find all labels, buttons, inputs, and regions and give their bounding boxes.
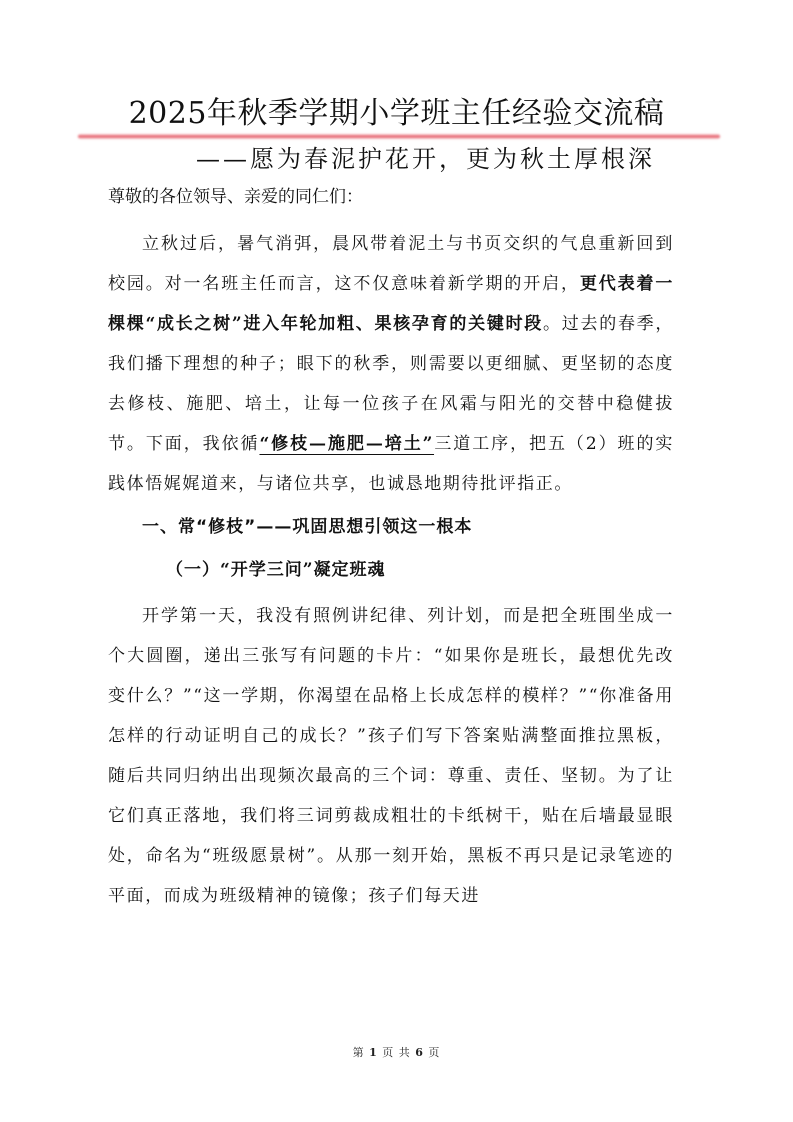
- paragraph-body: 开学第一天，我没有照例讲纪律、列计划，而是把全班围坐成一个大圆圈，递出三张写有问题的卡片：“如果你是班长，最想优先改变什么？”“这一学期，你渴望在品格上长成怎样的模样？”“你准备用怎样的行动证明自己的成长？”孩子们写下答案贴满整面推拉黑板，随后共同归纳出出现频次最高的三个词：尊重、责任、坚韧。为了让它们真正落地，我们将三词剪裁成粗壮的卡纸树干，贴在后墙最显眼处，命名为“班级愿景树”。从那一刻开始，黑板不再只是记录笔迹的平面，而成为班级精神的镜像；孩子们每天进: [108, 606, 674, 906]
- footer-prefix: 第: [352, 1046, 365, 1059]
- paragraph-intro-bold: 更代表着一棵棵“成长之树”进入年轮加粗、果核孕育的关键时段: [108, 274, 675, 334]
- paragraph-intro-text-2: 。过去的春季，我们播下理想的种子；眼下的秋季，则需要以更细腻、更坚韧的态度去修枝、施肥、培土，让每一位孩子在风霜与阳光的交替中稳健拔节。下面，我依循: [108, 314, 674, 454]
- salutation: 尊敬的各位领导、亲爱的同仁们：: [108, 187, 363, 207]
- document-subtitle: ——愿为春泥护花开，更为秋土厚根深: [196, 145, 655, 173]
- section-heading: 一、常“修枝”——巩固思想引领这一根本: [142, 517, 473, 537]
- red-underline-decoration: [78, 134, 720, 139]
- footer-total-pages: 6: [415, 1046, 424, 1059]
- page-footer: [0, 1045, 793, 1061]
- paragraph-intro-text-3: 三道工序，把五（2）班的实践体悟娓娓道来，与诸位共享，也诚恳地期待批评指正。: [108, 434, 674, 494]
- paragraph-intro: [108, 224, 674, 504]
- paragraph-intro-text-1: 立秋过后，暑气消弭，晨风带着泥土与书页交织的气息重新回到校园。对一名班主任而言，这不仅意味着新学期的开启，: [108, 234, 674, 294]
- footer-suffix: 页: [428, 1046, 441, 1059]
- paragraph-intro-underline: “修枝—施肥—培土”: [259, 434, 435, 454]
- footer-page-number: 1: [369, 1046, 378, 1059]
- document-body: [108, 184, 674, 916]
- document-title: 2025年秋季学期小学班主任经验交流稿: [128, 96, 665, 131]
- footer-mid: 页 共: [382, 1046, 411, 1059]
- subsection-heading: （一）“开学三问”凝定班魂: [166, 560, 386, 580]
